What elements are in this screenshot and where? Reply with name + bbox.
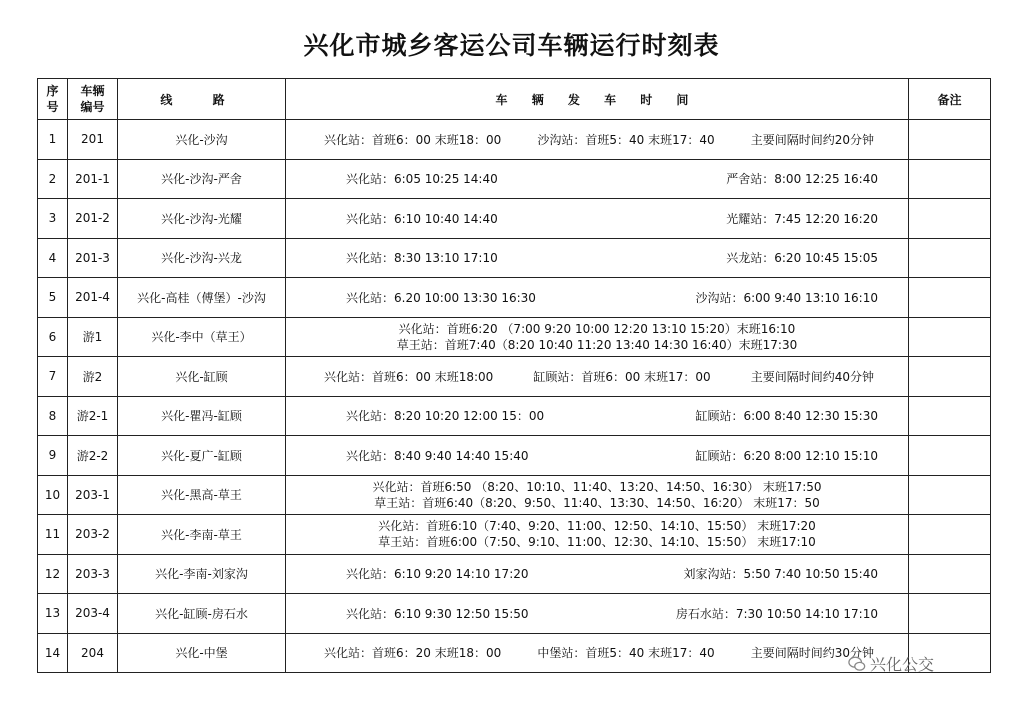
route-cell: 兴化-沙沟-兴龙 xyxy=(118,238,286,278)
route-cell: 兴化-沙沟 xyxy=(118,120,286,160)
header-vehicle-number: 车辆 编号 xyxy=(68,79,118,120)
remark-cell xyxy=(909,396,991,436)
table-row xyxy=(38,436,991,476)
schedule-pair xyxy=(286,605,908,622)
schedule-pair xyxy=(286,565,908,582)
seq-cell: 6 xyxy=(38,317,68,357)
seq-cell: 14 xyxy=(38,633,68,673)
schedule-terminal: 严舍站：8:00 12:25 16:40 xyxy=(726,172,878,187)
seq-cell: 7 xyxy=(38,357,68,397)
page-title: 兴化市城乡客运公司车辆运行时刻表 xyxy=(303,31,720,60)
schedule-origin: 兴化站：6.20 10:00 13:30 16:30 xyxy=(346,290,536,305)
schedule-pair xyxy=(286,210,908,227)
route-cell: 兴化-缸顾-房石水 xyxy=(118,594,286,634)
schedule-terminal: 中堡站：首班5：40 末班17：40 xyxy=(537,646,715,661)
seq-cell: 8 xyxy=(38,396,68,436)
watermark-text: 兴化公交 xyxy=(870,655,935,674)
seq-cell: 9 xyxy=(38,436,68,476)
header-seq: 序 号 xyxy=(38,79,68,120)
seq-cell: 4 xyxy=(38,238,68,278)
vehicle-number-cell: 游2-2 xyxy=(68,436,118,476)
table-row xyxy=(38,475,991,515)
remark-cell xyxy=(909,554,991,594)
vehicle-number-cell: 游1 xyxy=(68,317,118,357)
route-cell: 兴化-黑高-草王 xyxy=(118,475,286,515)
wechat-icon xyxy=(848,655,866,673)
vehicle-number-cell: 201-2 xyxy=(68,199,118,239)
header-route: 线 路 xyxy=(118,79,286,120)
schedule-origin: 兴化站：8:20 10:20 12:00 15：00 xyxy=(346,409,545,424)
table-row xyxy=(38,317,991,357)
route-cell: 兴化-李南-草王 xyxy=(118,515,286,555)
schedule-pair xyxy=(286,407,908,424)
route-cell: 兴化-沙沟-严舍 xyxy=(118,159,286,199)
seq-cell: 13 xyxy=(38,594,68,634)
schedule-terminal: 兴龙站：6:20 10:45 15:05 xyxy=(726,251,878,266)
departure-time-cell xyxy=(286,515,909,555)
header-departure-time: 车 辆 发 车 时 间 xyxy=(286,79,909,120)
timetable xyxy=(37,78,991,673)
schedule-terminal: 缸顾站：首班6：00 末班17：00 xyxy=(533,369,711,384)
schedule-terminal: 光耀站：7:45 12:20 16:20 xyxy=(726,211,878,226)
remark-cell xyxy=(909,278,991,318)
schedule-origin: 兴化站：8:40 9:40 14:40 15:40 xyxy=(346,448,529,463)
departure-time-cell xyxy=(286,357,909,397)
schedule-line-terminal: 草王站：首班6:40（8:20、9:50、11:40、13:30、14:50、16:20） 末班17：50 xyxy=(374,495,820,510)
schedule-terminal: 缸顾站：6:20 8:00 12:10 15:10 xyxy=(695,448,878,463)
route-cell: 兴化-夏广-缸顾 xyxy=(118,436,286,476)
vehicle-number-cell: 204 xyxy=(68,633,118,673)
remark-cell xyxy=(909,159,991,199)
table-row xyxy=(38,554,991,594)
table-row xyxy=(38,396,991,436)
schedule-interval: 主要间隔时间约20分钟 xyxy=(750,132,874,147)
remark-cell xyxy=(909,317,991,357)
departure-time-cell xyxy=(286,594,909,634)
schedule-interval: 主要间隔时间约40分钟 xyxy=(750,369,874,384)
seq-cell: 1 xyxy=(38,120,68,160)
table-row xyxy=(38,278,991,318)
vehicle-number-cell: 203-2 xyxy=(68,515,118,555)
seq-cell: 3 xyxy=(38,199,68,239)
vehicle-number-cell: 游2-1 xyxy=(68,396,118,436)
schedule-origin: 兴化站：首班6：00 末班18：00 xyxy=(324,132,502,147)
watermark xyxy=(848,652,934,675)
route-cell: 兴化-中堡 xyxy=(118,633,286,673)
schedule-line-terminal: 草王站：首班7:40（8:20 10:40 11:20 13:40 14:30 16:40）末班17:30 xyxy=(396,337,798,352)
vehicle-number-cell: 201-4 xyxy=(68,278,118,318)
schedule-terminal: 缸顾站：6:00 8:40 12:30 15:30 xyxy=(695,409,878,424)
remark-cell xyxy=(909,515,991,555)
route-cell: 兴化-李南-刘家沟 xyxy=(118,554,286,594)
schedule-origin: 兴化站：8:30 13:10 17:10 xyxy=(346,251,498,266)
vehicle-number-cell: 203-1 xyxy=(68,475,118,515)
vehicle-number-cell: 游2 xyxy=(68,357,118,397)
schedule-terminal: 刘家沟站：5:50 7:40 10:50 15:40 xyxy=(683,567,878,582)
schedule-origin: 兴化站：首班6：20 末班18：00 xyxy=(324,646,502,661)
departure-time-cell xyxy=(286,317,909,357)
schedule-pair xyxy=(286,447,908,464)
schedule-line-origin: 兴化站：首班6:10（7:40、9:20、11:00、12:50、14:10、15:50） 末班17:20 xyxy=(378,519,816,534)
header-remark: 备注 xyxy=(909,79,991,120)
departure-time-cell xyxy=(286,436,909,476)
departure-time-cell xyxy=(286,159,909,199)
seq-cell: 2 xyxy=(38,159,68,199)
table-row xyxy=(38,159,991,199)
departure-time-cell xyxy=(286,199,909,239)
seq-cell: 5 xyxy=(38,278,68,318)
departure-time-cell xyxy=(286,120,909,160)
schedule-line-origin: 兴化站：首班6:50 （8:20、10:10、11:40、13:20、14:50、16:30） 末班17:50 xyxy=(372,479,822,494)
schedule-pair xyxy=(286,289,908,306)
seq-cell: 10 xyxy=(38,475,68,515)
schedule-origin: 兴化站：6:05 10:25 14:40 xyxy=(346,172,498,187)
departure-time-cell xyxy=(286,554,909,594)
schedule-interval: 主要间隔时间约30分钟 xyxy=(750,646,874,661)
vehicle-number-cell: 203-4 xyxy=(68,594,118,634)
schedule-line-terminal: 草王站：首班6:00（7:50、9:10、11:00、12:30、14:10、15:50） 末班17:10 xyxy=(378,535,816,550)
table-row xyxy=(38,357,991,397)
remark-cell xyxy=(909,357,991,397)
schedule-line-origin: 兴化站：首班6:20 （7:00 9:20 10:00 12:20 13:10 15:20）末班16:10 xyxy=(398,321,796,336)
schedule-origin: 兴化站：6:10 10:40 14:40 xyxy=(346,211,498,226)
table-row xyxy=(38,594,991,634)
table-row xyxy=(38,120,991,160)
schedule-triple xyxy=(286,368,908,385)
schedule-origin: 兴化站：6:10 9:20 14:10 17:20 xyxy=(346,567,529,582)
route-cell: 兴化-高桂（傅堡）-沙沟 xyxy=(118,278,286,318)
route-cell: 兴化-瞿冯-缸顾 xyxy=(118,396,286,436)
schedule-triple xyxy=(286,644,908,661)
departure-time-cell xyxy=(286,633,909,673)
route-cell: 兴化-缸顾 xyxy=(118,357,286,397)
remark-cell xyxy=(909,475,991,515)
header-row xyxy=(38,79,991,120)
departure-time-cell xyxy=(286,396,909,436)
departure-time-cell xyxy=(286,238,909,278)
schedule-terminal: 沙沟站：首班5：40 末班17：40 xyxy=(537,132,715,147)
schedule-terminal: 房石水站：7:30 10:50 14:10 17:10 xyxy=(675,606,878,621)
table-row xyxy=(38,238,991,278)
vehicle-number-cell: 203-3 xyxy=(68,554,118,594)
schedule-terminal: 沙沟站：6:00 9:40 13:10 16:10 xyxy=(695,290,878,305)
table-row xyxy=(38,515,991,555)
schedule-pair xyxy=(286,170,908,187)
remark-cell xyxy=(909,120,991,160)
schedule-origin: 兴化站：首班6：00 末班18:00 xyxy=(324,369,494,384)
schedule-origin: 兴化站：6:10 9:30 12:50 15:50 xyxy=(346,606,529,621)
seq-cell: 11 xyxy=(38,515,68,555)
departure-time-cell xyxy=(286,475,909,515)
remark-cell xyxy=(909,199,991,239)
vehicle-number-cell: 201 xyxy=(68,120,118,160)
remark-cell xyxy=(909,594,991,634)
departure-time-cell xyxy=(286,278,909,318)
seq-cell: 12 xyxy=(38,554,68,594)
route-cell: 兴化-李中（草王） xyxy=(118,317,286,357)
table-row xyxy=(38,199,991,239)
route-cell: 兴化-沙沟-光耀 xyxy=(118,199,286,239)
schedule-pair xyxy=(286,249,908,266)
vehicle-number-cell: 201-1 xyxy=(68,159,118,199)
remark-cell xyxy=(909,436,991,476)
schedule-triple xyxy=(286,131,908,148)
remark-cell xyxy=(909,238,991,278)
vehicle-number-cell: 201-3 xyxy=(68,238,118,278)
